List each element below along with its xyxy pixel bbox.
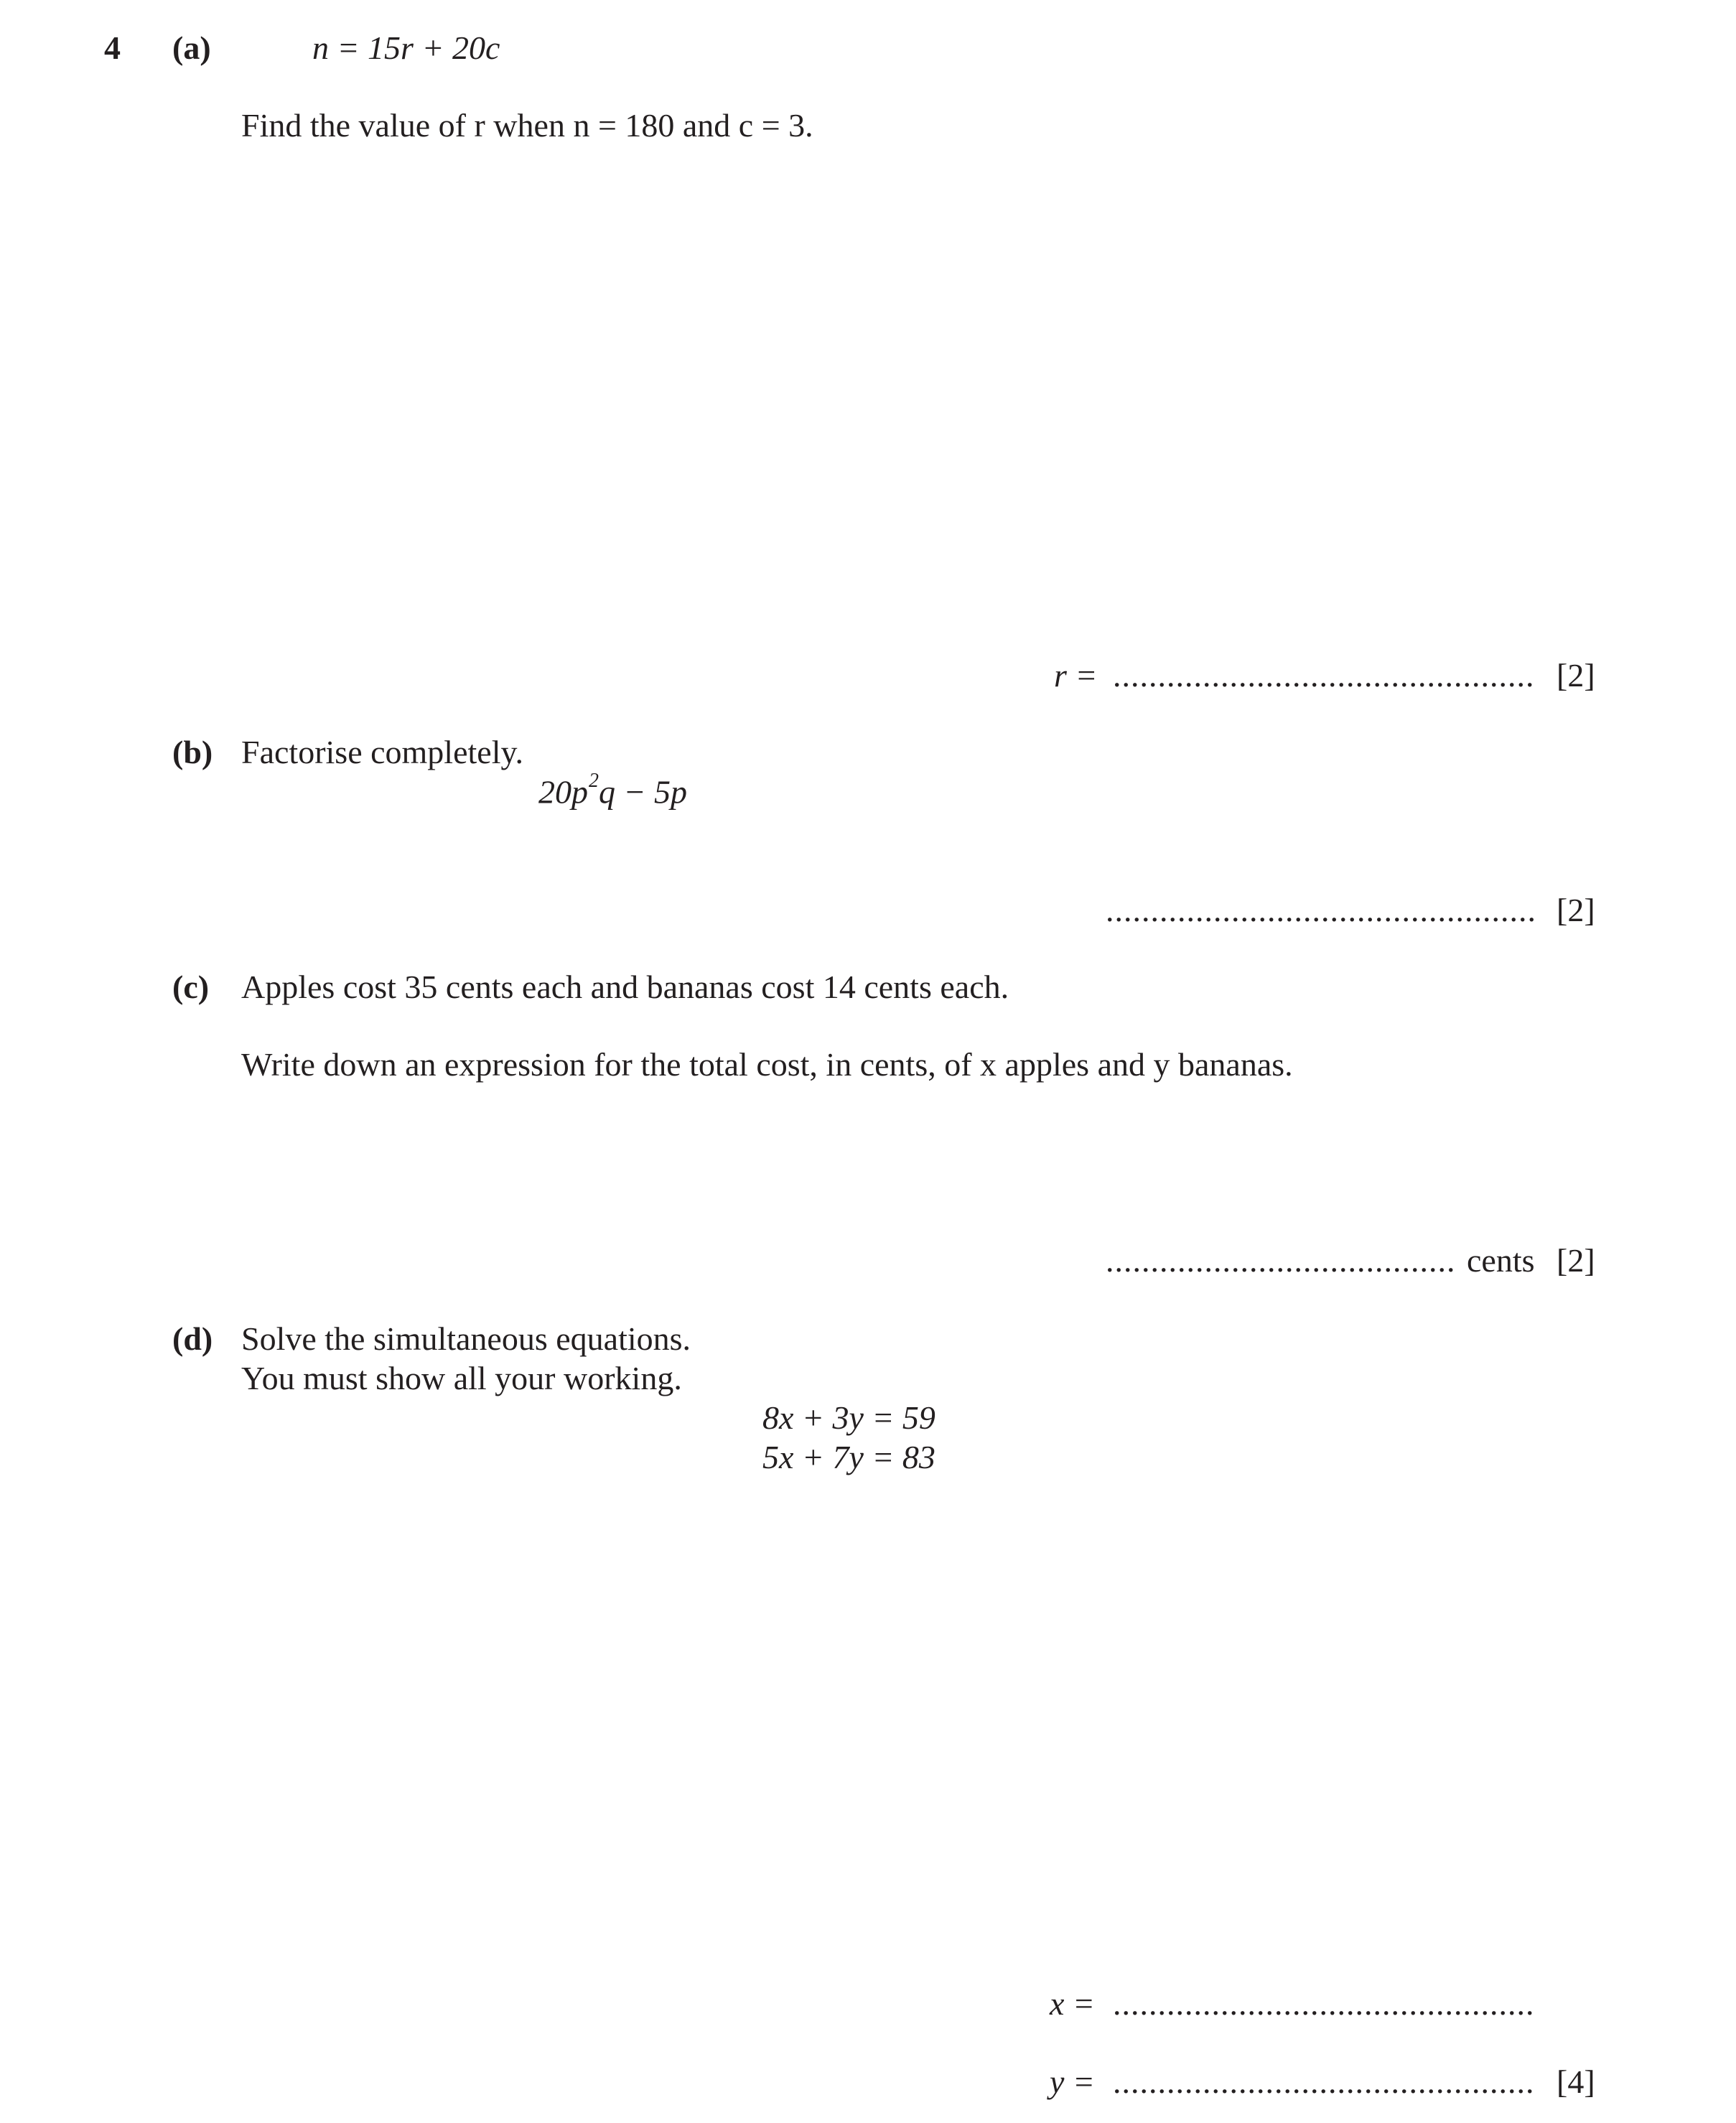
part-b-expr-rest: q − 5p [599,773,688,811]
part-b-expr-exponent: 2 [589,770,599,792]
part-a-answer-line[interactable]: ............................................... [1113,657,1535,694]
part-b-marks: [2] [1557,892,1595,928]
part-c-line1: Apples cost 35 cents each and bananas cost 14 cents each. [241,969,1009,1005]
part-b-label: (b) [172,734,213,770]
part-b-answer-line[interactable]: ................................................ [1106,892,1536,928]
part-a-answer-prefix: r = [1054,657,1098,694]
part-c-marks: [2] [1557,1242,1595,1279]
part-a-marks: [2] [1557,657,1595,694]
part-d-x-prefix: x = [1050,1985,1095,2022]
part-a-label: (a) [172,29,211,66]
part-a-formula: n = 15r + 20c [312,29,500,66]
part-d-line1: Solve the simultaneous equations. [241,1320,691,1357]
part-c-answer-line[interactable]: ....................................... [1106,1242,1456,1279]
question-number: 4 [104,29,121,66]
part-d-line2: You must show all your working. [241,1360,682,1396]
part-b-expression [538,770,688,811]
part-d-label: (d) [172,1320,213,1357]
part-d-equation-2: 5x + 7y = 83 [762,1439,935,1475]
part-b-instruction: Factorise completely. [241,734,523,770]
part-b-expr-main: 20p [538,773,588,811]
part-d-x-answer-line[interactable]: ............................................... [1113,1985,1535,2022]
part-c-unit: cents [1467,1242,1535,1279]
part-d-y-answer-line[interactable]: ............................................... [1113,2063,1535,2100]
part-c-line2: Write down an expression for the total cost, in cents, of x apples and y bananas. [241,1046,1293,1083]
part-c-label: (c) [172,969,210,1005]
part-d-y-prefix: y = [1050,2063,1095,2100]
part-d-marks: [4] [1557,2063,1595,2100]
part-a-instruction: Find the value of r when n = 180 and c = 3. [241,107,813,144]
part-d-equation-1: 8x + 3y = 59 [762,1399,935,1436]
